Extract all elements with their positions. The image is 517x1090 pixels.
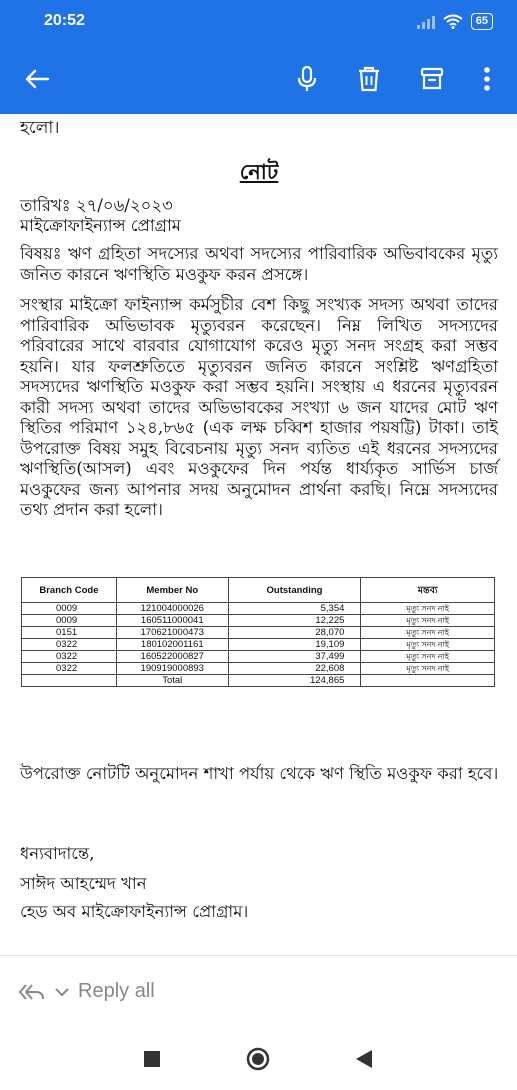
member-no-cell: 180102001161 [116, 639, 228, 651]
nav-back-button[interactable] [356, 1050, 372, 1072]
member-no-cell: 160522000827 [116, 651, 228, 663]
remark-cell: মৃত্যু সনদ নাই [361, 639, 495, 651]
signal-icon [417, 15, 435, 29]
back-triangle-icon [356, 1050, 372, 1068]
approval-text: উপরোক্ত নোটটি অনুমোদন শাখা পর্যায় থেকে ঋণ স্থিতি মওকুফ করা হবে। [20, 764, 499, 783]
trash-icon [357, 66, 381, 92]
member-no-cell: 170621000473 [116, 627, 228, 639]
remark-cell: মৃত্যু সনদ নাই [361, 603, 495, 615]
member-no-cell: 121004000026 [116, 603, 228, 615]
note-meta [20, 196, 498, 236]
branch-code-cell: 0151 [22, 627, 117, 639]
outstanding-cell: 28,070 [228, 627, 361, 639]
table-total-row [22, 675, 495, 687]
table-row [22, 615, 495, 627]
remark-cell: মৃত্যু সনদ নাই [361, 663, 495, 675]
table-row [22, 639, 495, 651]
chevron-down-icon[interactable] [54, 987, 70, 997]
table-row [22, 651, 495, 663]
arrow-left-icon [24, 68, 50, 90]
branch-code-cell: 0322 [22, 639, 117, 651]
reply-bar [0, 955, 517, 1030]
home-button[interactable] [246, 1047, 270, 1075]
outstanding-cell: 5,354 [228, 603, 361, 615]
microphone-icon [297, 65, 317, 93]
system-nav-bar [0, 1030, 517, 1090]
column-header: Branch Code [22, 578, 117, 603]
outstanding-cell: 19,109 [228, 639, 361, 651]
branch-code-cell: 0322 [22, 663, 117, 675]
signer-designation: হেড অব মাইক্রোফাইন্যান্স প্রোগ্রাম। [20, 902, 249, 921]
more-vertical-icon [483, 66, 491, 92]
table-row [22, 627, 495, 639]
email-body[interactable] [0, 114, 517, 954]
reply-all-label: Reply all [78, 980, 155, 1002]
member-no-cell: 160511000041 [116, 615, 228, 627]
recents-button[interactable] [144, 1051, 160, 1071]
home-circle-icon [246, 1047, 270, 1071]
branch-code-cell: 0322 [22, 651, 117, 663]
table-row [22, 603, 495, 615]
wifi-icon [443, 14, 463, 29]
archive-icon [420, 67, 444, 91]
dictate-button[interactable] [290, 62, 324, 96]
member-no-cell: 190919000893 [116, 663, 228, 675]
cut-off-line: হলো। [20, 118, 60, 138]
branch-code-cell: 0009 [22, 603, 117, 615]
outstanding-cell: 22,608 [228, 663, 361, 675]
column-header: Outstanding [228, 578, 361, 603]
table-row [22, 663, 495, 675]
note-body: সংস্থার মাইক্রো ফাইন্যান্স কর্মসুচীর বেশ কিছু সংখ্যক সদস্য অথবা তাদের পারিবারিক অভিভাবক মৃত্যুবরন করেছেন। নিম্ন লিখিত সদস্যদের পরিবারের সাথে বারবার যোগাযোগ করেও মৃত্যু সনদ সংগ্রহ করা সম্ভব হয়নি। যার ফলশ্রুতিতে মৃত্যুবরন জনিত কারনে সংশ্লিষ্ট ঋণগ্রহিতা সদস্যদের ঋণস্থিতি মওকুফ করা সম্ভব হয়নি। সংস্থায় এ ধরনের মৃত্যুবরন কারী সদস্য অথবা তাদের অভিভাবকের সংখ্যা ৬ জন যাদের মোট ঋণ স্থিতির পরিমাণ ১২৪,৮৬৫ (এক লক্ষ চব্বিশ হাজার পয়ষট্টি) টাকা। তাই উপরোক্ত বিষয় সমুহ বিবেচনায় মৃত্যু সনদ ব্যতিত এই ধরনের সদস্যদের ঋণস্থিতি(আসল) এবং মওকুফের দিন পর্যন্ত ধার্য্যকৃত সার্ভিস চার্জ মওকুফের জন্য আপনার সদয় অনুমোদন প্রার্থনা করছি। নিম্নে সদস্যদের তথ্য প্রদান করা হলো। [20, 295, 498, 519]
branch-code-cell: 0009 [22, 615, 117, 627]
signer-name: সাঈদ আহম্মেদ খান [20, 874, 147, 893]
note-program: মাইক্রোফাইন্যান্স প্রোগ্রাম [20, 216, 181, 235]
outstanding-cell: 12,225 [228, 615, 361, 627]
archive-button[interactable] [415, 62, 449, 96]
reply-all-button[interactable] [18, 980, 155, 1003]
status-bar [0, 0, 517, 44]
remark-cell: মৃত্যু সনদ নাই [361, 651, 495, 663]
remark-cell: মৃত্যু সনদ নাই [361, 615, 495, 627]
note-subject: বিষয়ঃ ঋণ গ্রহিতা সদস্যের অথবা সদস্যের পারিবারিক অভিবাবকের মৃত্যু জনিত কারনে ঋণস্থিতি মওকুফ করন প্রসঙ্গে। [20, 244, 498, 284]
total-label: Total [116, 675, 228, 687]
note-document [20, 114, 498, 521]
column-header: মন্তব্য [361, 578, 495, 603]
battery-indicator: 65 [471, 13, 493, 30]
more-options-button[interactable] [470, 62, 504, 96]
delete-button[interactable] [352, 62, 386, 96]
note-title: নোট [239, 159, 279, 184]
outstanding-cell: 37,499 [228, 651, 361, 663]
email-toolbar [0, 44, 517, 114]
status-icons [417, 13, 493, 30]
note-date: তারিখঃ ২৭/০৬/২০২৩ [20, 196, 173, 215]
status-time: 20:52 [44, 12, 85, 29]
back-button[interactable] [20, 62, 54, 96]
column-header: Member No [116, 578, 228, 603]
total-value: 124,865 [228, 675, 361, 687]
table-header-row [22, 578, 495, 603]
closing-thanks: ধন্যবাদান্তে, [20, 844, 95, 863]
reply-all-icon [18, 982, 46, 1002]
remark-cell: মৃত্যু সনদ নাই [361, 627, 495, 639]
recents-square-icon [144, 1051, 160, 1067]
member-table [21, 577, 495, 687]
